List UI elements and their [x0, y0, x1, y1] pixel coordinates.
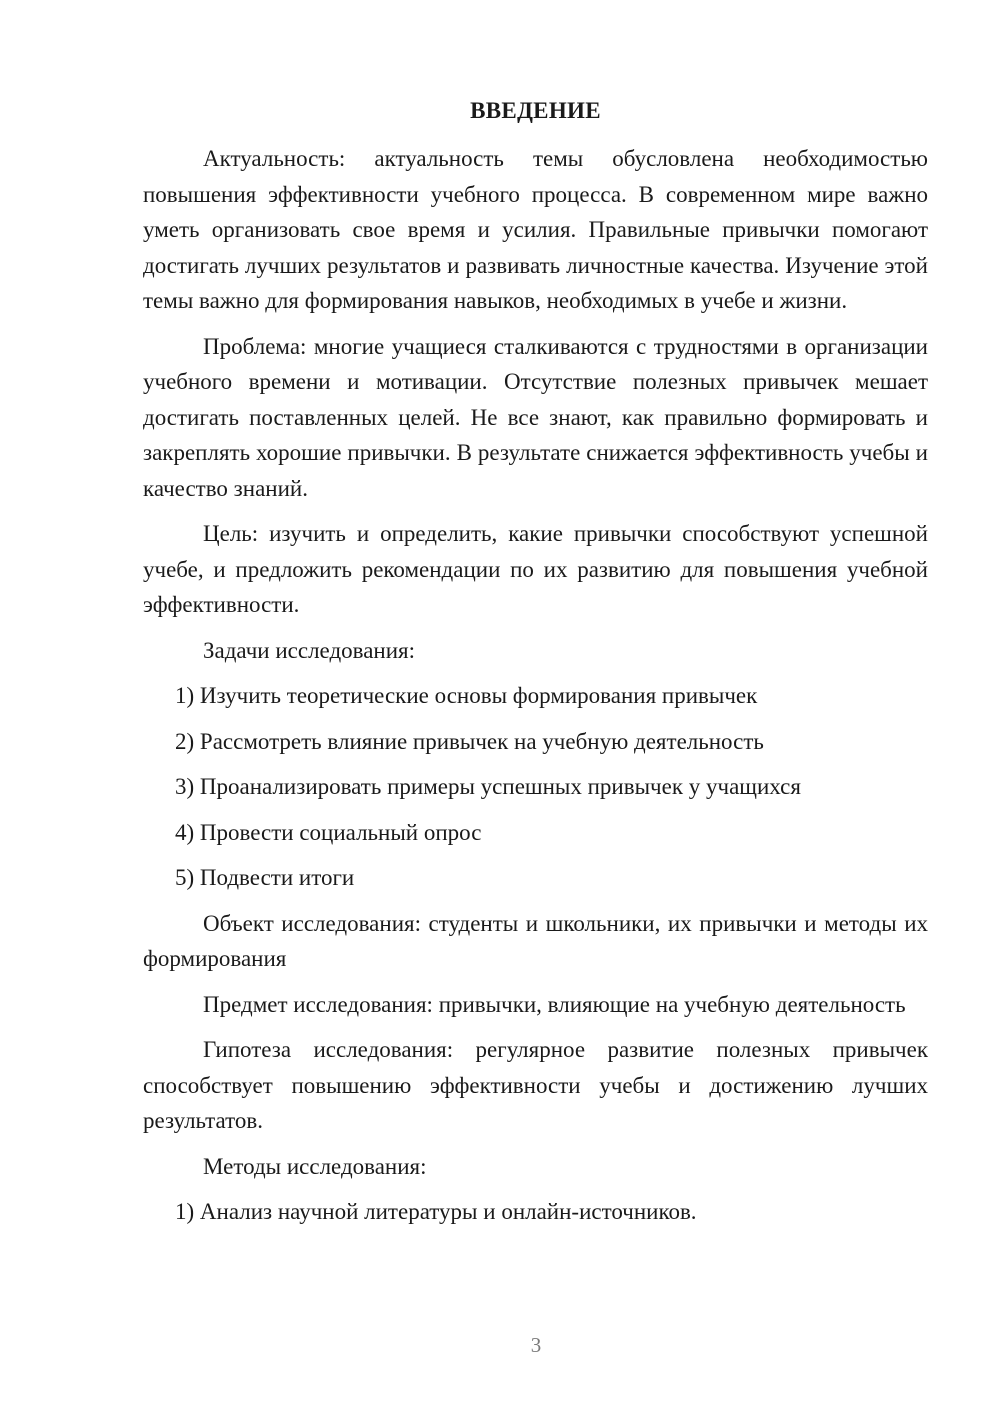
task-item-1: 1) Изучить теоретические основы формирования привычек [175, 683, 758, 708]
subject-paragraph: Предмет исследования: привычки, влияющие на учебную деятельность [203, 991, 906, 1017]
task-item-5: 5) Подвести итоги [175, 865, 355, 890]
section-title: ВВЕДЕНИЕ [470, 98, 601, 123]
method-item-1: 1) Анализ научной литературы и онлайн-источников. [175, 1199, 697, 1224]
task-item-2: 2) Рассмотреть влияние привычек на учебную деятельность [175, 728, 764, 754]
object-paragraph: Объект исследования: студенты и школьники, их привычки и методы их формирования [143, 910, 928, 971]
page-number: 3 [530, 1333, 542, 1357]
goal-paragraph: Цель: изучить и определить, какие привычки способствуют успешной учебе, и предложить рекомендации по их развитию для повышения учебной эффективности. [143, 521, 928, 617]
methods-heading: Методы исследования: [203, 1153, 427, 1179]
tasks-heading: Задачи исследования: [203, 637, 416, 663]
problem-paragraph: Проблема: многие учащиеся сталкиваются с трудностями в организации учебного времени и мотивации. Отсутствие полезных привычек мешает достигать поставленных целей. Не все знают, как правильно формировать и закреплять хорошие привычки. В результате снижается эффективность учебы и качество знаний. [143, 333, 928, 501]
hypothesis-paragraph: Гипотеза исследования: регулярное развитие полезных привычек способствует повышению эффективности учебы и достижению лучших результатов. [143, 1037, 928, 1133]
task-item-3: 3) Проанализировать примеры успешных привычек у учащихся [175, 774, 801, 799]
page-content [143, 95, 928, 1240]
task-item-4: 4) Провести социальный опрос [175, 819, 482, 845]
relevance-paragraph: Актуальность: актуальность темы обусловлена необходимостью повышения эффективности учебного процесса. В современном мире важно уметь организовать свое время и усилия. Правильные привычки помогают достигать лучших результатов и развивать личностные качества. Изучение этой темы важно для формирования навыков, необходимых в учебе и жизни. [143, 146, 928, 313]
